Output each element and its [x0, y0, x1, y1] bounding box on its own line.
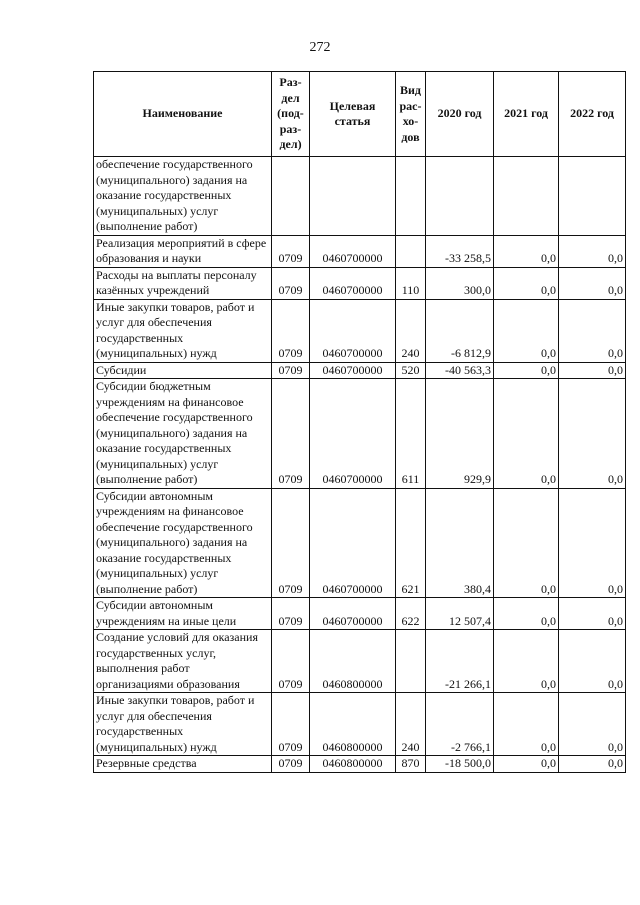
- cell-2021: 0,0: [494, 630, 559, 693]
- cell-target: 0460700000: [310, 267, 396, 299]
- cell-2020: -33 258,5: [426, 235, 494, 267]
- cell-2020: 929,9: [426, 379, 494, 489]
- cell-2020: -21 266,1: [426, 630, 494, 693]
- cell-2021: 0,0: [494, 235, 559, 267]
- cell-2021: 0,0: [494, 379, 559, 489]
- cell-type: 110: [396, 267, 426, 299]
- cell-2022: 0,0: [559, 362, 626, 379]
- cell-2022: 0,0: [559, 598, 626, 630]
- cell-name: Субсидии автономным учреждениям на финансовое обеспечение государственного (муниципального) задания на оказание государственных (муниципальных) услуг (выполнение работ): [94, 488, 272, 598]
- cell-name: обеспечение государственного (муниципального) задания на оказание государственных (муниципальных) услуг (выполнение работ): [94, 157, 272, 236]
- table-row: [94, 362, 626, 379]
- cell-target: 0460700000: [310, 379, 396, 489]
- cell-name: Субсидии бюджетным учреждениям на финансовое обеспечение государственного (муниципального) задания на оказание государственных (муниципальных) услуг (выполнение работ): [94, 379, 272, 489]
- cell-section: 0709: [272, 693, 310, 756]
- table-row: [94, 598, 626, 630]
- cell-2020: 300,0: [426, 267, 494, 299]
- cell-name: Резервные средства: [94, 756, 272, 773]
- cell-type: [396, 235, 426, 267]
- cell-section: 0709: [272, 299, 310, 362]
- cell-section: 0709: [272, 756, 310, 773]
- cell-2022: 0,0: [559, 756, 626, 773]
- cell-type: 622: [396, 598, 426, 630]
- cell-section: 0709: [272, 598, 310, 630]
- cell-target: 0460700000: [310, 235, 396, 267]
- header-2021: 2021 год: [494, 72, 559, 157]
- cell-type: 240: [396, 693, 426, 756]
- header-section: Раз- дел (под- раз- дел): [272, 72, 310, 157]
- header-target: Целевая статья: [310, 72, 396, 157]
- cell-2022: 0,0: [559, 379, 626, 489]
- cell-2022: 0,0: [559, 693, 626, 756]
- cell-target: 0460800000: [310, 756, 396, 773]
- table-header-row: [94, 72, 626, 157]
- cell-name: Иные закупки товаров, работ и услуг для обеспечения государственных (муниципальных) нужд: [94, 299, 272, 362]
- cell-2021: 0,0: [494, 598, 559, 630]
- header-2022: 2022 год: [559, 72, 626, 157]
- cell-2020: [426, 157, 494, 236]
- table-row: [94, 267, 626, 299]
- cell-section: 0709: [272, 630, 310, 693]
- table-row: [94, 379, 626, 489]
- table-row: [94, 157, 626, 236]
- cell-type: 611: [396, 379, 426, 489]
- table-row: [94, 235, 626, 267]
- cell-2020: -18 500,0: [426, 756, 494, 773]
- header-2020: 2020 год: [426, 72, 494, 157]
- cell-name: Субсидии: [94, 362, 272, 379]
- cell-2021: 0,0: [494, 299, 559, 362]
- cell-section: 0709: [272, 379, 310, 489]
- cell-target: 0460700000: [310, 299, 396, 362]
- cell-2022: 0,0: [559, 267, 626, 299]
- header-name: Наименование: [94, 72, 272, 157]
- cell-type: 240: [396, 299, 426, 362]
- cell-2022: 0,0: [559, 630, 626, 693]
- cell-2020: -6 812,9: [426, 299, 494, 362]
- cell-target: 0460700000: [310, 488, 396, 598]
- table-row: [94, 756, 626, 773]
- cell-section: 0709: [272, 267, 310, 299]
- cell-2020: 380,4: [426, 488, 494, 598]
- cell-2021: 0,0: [494, 267, 559, 299]
- cell-type: 520: [396, 362, 426, 379]
- cell-2021: 0,0: [494, 693, 559, 756]
- cell-target: 0460700000: [310, 598, 396, 630]
- cell-target: 0460700000: [310, 362, 396, 379]
- cell-target: [310, 157, 396, 236]
- cell-2020: -2 766,1: [426, 693, 494, 756]
- table-row: [94, 693, 626, 756]
- budget-table: [93, 71, 626, 773]
- page-number: 272: [309, 40, 331, 55]
- cell-2022: 0,0: [559, 488, 626, 598]
- cell-name: Субсидии автономным учреждениям на иные цели: [94, 598, 272, 630]
- cell-2022: 0,0: [559, 235, 626, 267]
- cell-2021: 0,0: [494, 362, 559, 379]
- cell-type: [396, 157, 426, 236]
- cell-section: [272, 157, 310, 236]
- cell-section: 0709: [272, 235, 310, 267]
- cell-target: 0460800000: [310, 693, 396, 756]
- cell-target: 0460800000: [310, 630, 396, 693]
- cell-2020: 12 507,4: [426, 598, 494, 630]
- cell-name: Иные закупки товаров, работ и услуг для обеспечения государственных (муниципальных) нужд: [94, 693, 272, 756]
- cell-2022: [559, 157, 626, 236]
- cell-type: [396, 630, 426, 693]
- table-row: [94, 488, 626, 598]
- cell-type: 870: [396, 756, 426, 773]
- cell-2020: -40 563,3: [426, 362, 494, 379]
- table-row: [94, 299, 626, 362]
- cell-2021: 0,0: [494, 488, 559, 598]
- cell-name: Создание условий для оказания государственных услуг, выполнения работ организациями образования: [94, 630, 272, 693]
- cell-name: Реализация мероприятий в сфере образования и науки: [94, 235, 272, 267]
- cell-type: 621: [396, 488, 426, 598]
- table-row: [94, 630, 626, 693]
- cell-section: 0709: [272, 362, 310, 379]
- cell-section: 0709: [272, 488, 310, 598]
- cell-2021: [494, 157, 559, 236]
- header-type: Вид рас- хо- дов: [396, 72, 426, 157]
- cell-2021: 0,0: [494, 756, 559, 773]
- cell-name: Расходы на выплаты персоналу казённых учреждений: [94, 267, 272, 299]
- cell-2022: 0,0: [559, 299, 626, 362]
